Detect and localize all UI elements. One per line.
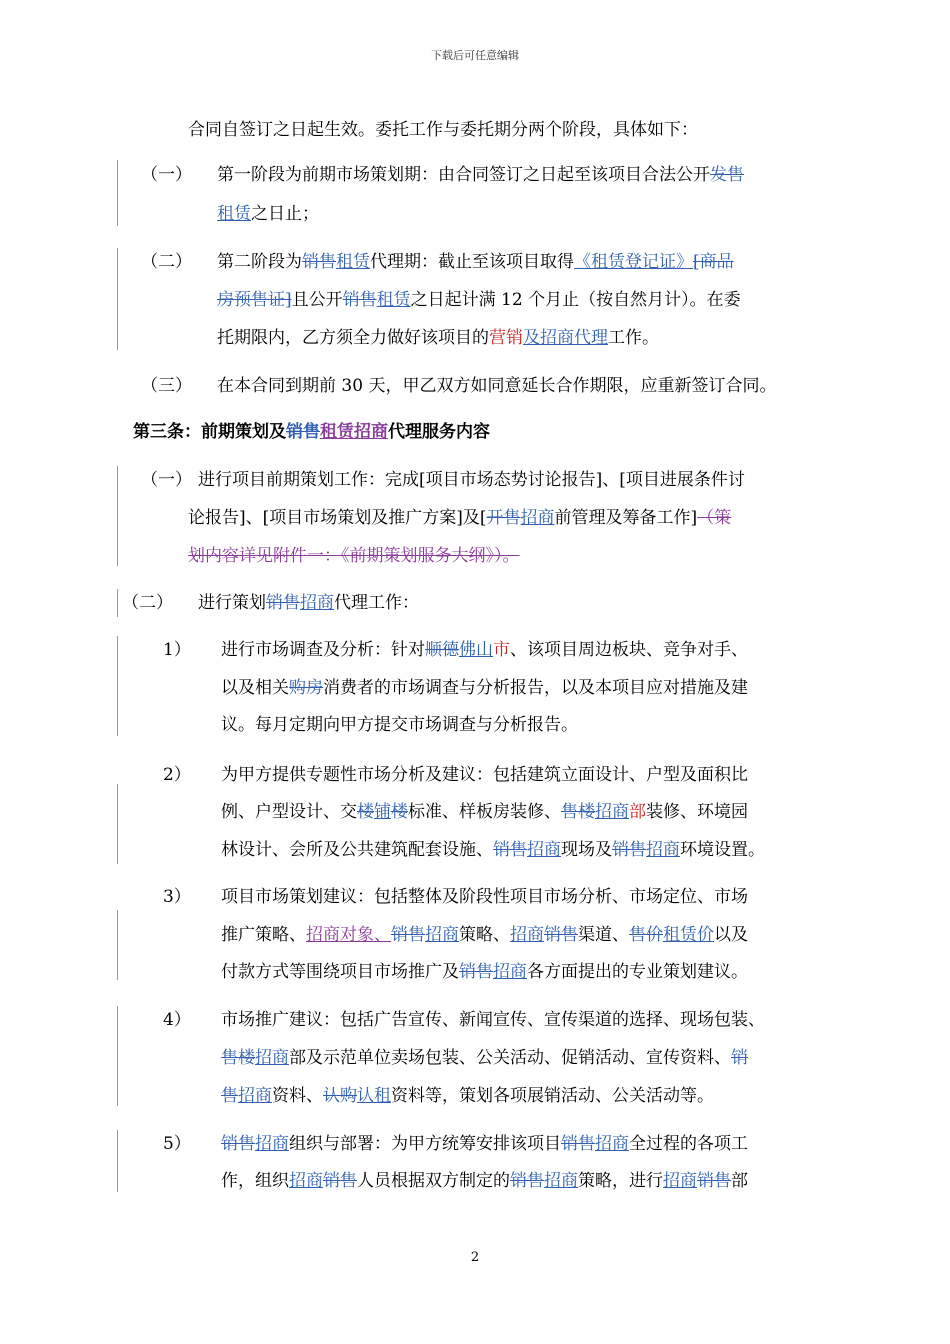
text: 进行市场调查及分析：针对: [221, 640, 425, 660]
deleted-text: 销售: [612, 840, 646, 860]
paragraph-line: [221, 924, 748, 946]
text: 为甲方提供专题性市场分析及建议：包括建筑立面设计、户型及面积比: [221, 765, 748, 785]
paragraph-line: [217, 251, 734, 273]
inserted-text: 招商: [527, 840, 561, 860]
list-number: （三）: [141, 376, 192, 396]
deleted-text: （策: [697, 508, 732, 528]
deleted-text: 销售: [323, 1171, 357, 1191]
paragraph-line: [221, 886, 748, 908]
text: 林设计、会所及公共建筑配套设施、: [221, 840, 493, 860]
list-number: 1）: [163, 640, 191, 660]
change-bar: [117, 466, 118, 566]
inserted-text: 佛山: [459, 640, 493, 660]
inserted-text: 招商: [663, 1171, 697, 1191]
text: 全过程的各项工: [629, 1134, 748, 1154]
change-bar: [117, 160, 118, 226]
paragraph-line: [198, 592, 419, 614]
paragraph-line: [217, 203, 319, 225]
paragraph-line: [217, 375, 776, 397]
text: 环境设置。: [680, 840, 765, 860]
list-number: （一）: [141, 165, 192, 185]
deleted-text: 销售: [459, 962, 493, 982]
text: 前管理及筹备工作]: [554, 508, 698, 528]
inserted-text: 租赁: [217, 204, 251, 224]
text: 议。每月定期向甲方提交市场调查与分析报告。: [221, 715, 578, 735]
page-header: 下载后可任意编辑: [431, 49, 519, 62]
inserted-text: 招商: [595, 802, 629, 822]
inserted-text: 招商: [544, 1171, 578, 1191]
text: 付款方式等围绕项目市场推广及: [221, 962, 459, 982]
text: 市场推广建议：包括广告宣传、新闻宣传、宣传渠道的选择、现场包装、: [221, 1010, 765, 1030]
text: 消费者的市场调查与分析报告，以及本项目应对措施及建: [323, 678, 748, 698]
inserted-text: 《租赁登记证》: [574, 252, 693, 272]
deleted-text: 销售: [697, 1171, 731, 1191]
text: 代理期：截止至该项目取得: [370, 252, 574, 272]
paragraph-line: [221, 1047, 748, 1069]
deleted-text: 售楼: [561, 802, 595, 822]
text: 资料等，策划各项展销活动、公关活动等。: [391, 1086, 714, 1106]
text: 托期限内，乙方须全力做好该项目的: [217, 328, 489, 348]
change-bar: [117, 248, 118, 350]
text: 、该项目周边板块、竞争对手、: [510, 640, 748, 660]
paragraph-line: [188, 119, 698, 141]
list-number: 3）: [163, 887, 191, 907]
deleted-text: 发售: [710, 165, 744, 185]
change-bar: [117, 1130, 118, 1192]
text: 推广策略、: [221, 925, 306, 945]
deleted-text: 销售: [561, 1134, 595, 1154]
text: 标准、样板房装修、: [408, 802, 561, 822]
paragraph-line: [221, 1085, 714, 1107]
deleted-text: 划内容详见附件一：《前期策划服务大纲》）。: [188, 546, 520, 566]
text: 以及相关: [221, 678, 289, 698]
paragraph-line: [188, 545, 520, 567]
deleted-text: 销: [731, 1048, 748, 1068]
paragraph-line: [221, 639, 748, 661]
text: 资料、: [272, 1086, 323, 1106]
deleted-text: 购房: [289, 678, 323, 698]
text: 进行项目前期策划工作：完成[项目市场态势讨论报告]、[项目进展条件讨: [198, 470, 745, 490]
paragraph-line: [217, 164, 744, 186]
paragraph-line: [221, 714, 578, 736]
text: 进行策划: [198, 593, 266, 613]
inserted-text: 招商: [238, 1086, 272, 1106]
text: 现场及: [561, 840, 612, 860]
text: 项目市场策划建议：包括整体及阶段性项目市场分析、市场定位、市场: [221, 887, 748, 907]
changed-text: 市: [493, 640, 510, 660]
text: 第一阶段为前期市场策划期：由合同签订之日起至该项目合法公开: [217, 165, 710, 185]
list-number: （二）: [141, 252, 192, 272]
text: 且公开: [291, 290, 343, 310]
inserted-text: 招商: [255, 1048, 289, 1068]
deleted-text: 销售: [266, 593, 300, 613]
paragraph-line: [217, 327, 659, 349]
text: 部: [731, 1171, 748, 1191]
change-bar: [117, 636, 118, 736]
text: 合同自签订之日起生效。委托工作与委托期分两个阶段，具体如下：: [188, 120, 698, 140]
inserted-text: 招商: [595, 1134, 629, 1154]
deleted-text: 楼: [391, 802, 408, 822]
deleted-text: 售价: [629, 925, 663, 945]
text: 之日止；: [251, 204, 319, 224]
text: 策略、: [459, 925, 510, 945]
inserted-text: 招商: [289, 1171, 323, 1191]
paragraph-line: [221, 839, 765, 861]
inserted-text: 招商: [520, 508, 555, 528]
text: 第二阶段为: [217, 252, 302, 272]
page-number: 2: [470, 1250, 480, 1265]
text: 例、户型设计、交: [221, 802, 357, 822]
inserted-text: 招商: [425, 925, 459, 945]
text: 代理工作：: [334, 593, 419, 613]
inserted-text: 租赁招商: [320, 422, 388, 442]
text: 策略，进行: [578, 1171, 663, 1191]
changed-text: 部: [629, 802, 646, 822]
change-bar: [117, 784, 118, 864]
text: 渠道、: [578, 925, 629, 945]
inserted-text: 租赁: [336, 252, 370, 272]
paragraph-line: [221, 764, 748, 786]
inserted-text: 租赁: [376, 290, 411, 310]
text: 之日起计满 12 个月止（按自然月计）。在委: [410, 290, 741, 310]
change-bar: [117, 589, 118, 617]
change-bar: [117, 1006, 118, 1106]
deleted-text: 售楼: [221, 1048, 255, 1068]
text: 代理服务内容: [388, 422, 490, 442]
text: 以及: [714, 925, 748, 945]
inserted-text: 铺: [374, 802, 391, 822]
deleted-text: [商品: [693, 252, 734, 272]
deleted-text: 顺德: [425, 640, 459, 660]
paragraph-line: [221, 801, 748, 823]
deleted-text: 认购: [323, 1086, 357, 1106]
paragraph-line: [221, 1170, 748, 1192]
inserted-text: 招商: [493, 962, 527, 982]
inserted-text: 招商: [510, 925, 544, 945]
inserted-text: 及招商代理: [523, 328, 608, 348]
change-bar: [117, 910, 118, 980]
deleted-text: 售: [221, 1086, 238, 1106]
text: 作，组织: [221, 1171, 289, 1191]
inserted-text: 招商: [255, 1134, 289, 1154]
paragraph-line: [221, 677, 748, 699]
text: 各方面提出的专业策划建议。: [527, 962, 748, 982]
deleted-text: 销售: [221, 1134, 255, 1154]
inserted-text: 招商: [646, 840, 680, 860]
paragraph-line: [217, 289, 741, 311]
text: 第三条：前期策划及: [133, 422, 286, 442]
deleted-text: 销售: [391, 925, 425, 945]
changed-text: 营销: [489, 328, 523, 348]
text: 组织与部署：为甲方统筹安排该项目: [289, 1134, 561, 1154]
section-heading: [133, 421, 490, 443]
deleted-text: 销售: [493, 840, 527, 860]
deleted-text: 楼: [357, 802, 374, 822]
text: 论报告]、[项目市场策划及推广方案]及[: [188, 508, 487, 528]
deleted-text: 开售: [486, 508, 521, 528]
text: 工作。: [608, 328, 659, 348]
paragraph-line: [198, 469, 745, 491]
inserted-text: 招商: [300, 593, 334, 613]
inserted-text: 认租: [357, 1086, 391, 1106]
paragraph-line: [221, 1133, 748, 1155]
deleted-text: 房预售证]: [217, 290, 292, 310]
paragraph-line: [188, 507, 731, 529]
list-number: 5）: [163, 1134, 191, 1154]
deleted-text: 销售: [510, 1171, 544, 1191]
deleted-text: 销售: [544, 925, 578, 945]
text: 部及示范单位卖场包装、公关活动、促销活动、宣传资料、: [289, 1048, 731, 1068]
text: 装修、环境园: [646, 802, 748, 822]
deleted-text: 销售: [286, 422, 320, 442]
list-number: （一）: [141, 470, 192, 490]
inserted-text: 招商对象、: [306, 925, 391, 945]
list-number: 4）: [163, 1010, 191, 1030]
list-number: （二）: [122, 593, 173, 613]
text: 人员根据双方制定的: [357, 1171, 510, 1191]
deleted-text: 销售: [302, 252, 336, 272]
paragraph-line: [221, 961, 748, 983]
text: 在本合同到期前 30 天，甲乙双方如同意延长合作期限，应重新签订合同。: [217, 376, 777, 396]
paragraph-line: [221, 1009, 765, 1031]
list-number: 2）: [163, 765, 191, 785]
inserted-text: 租赁价: [663, 925, 714, 945]
deleted-text: 销售: [342, 290, 377, 310]
